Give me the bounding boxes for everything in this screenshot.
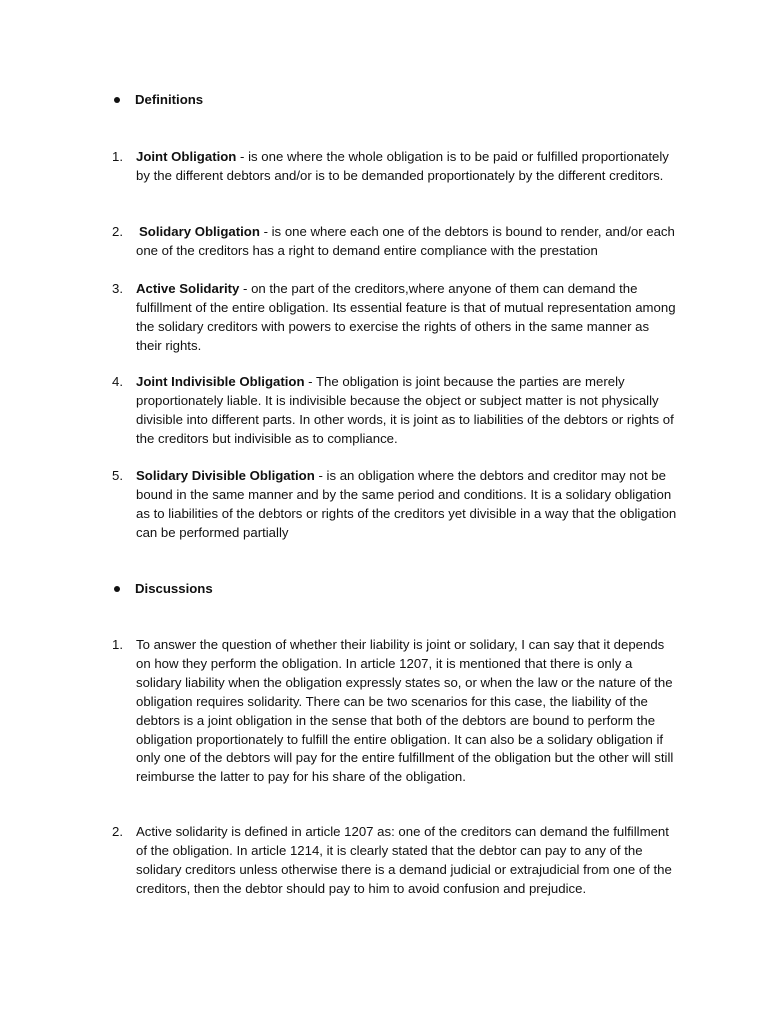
definition-term: Solidary Obligation — [139, 224, 260, 239]
definition-number: 3. — [112, 281, 123, 296]
discussion-item-2 — [112, 823, 677, 899]
definition-body — [136, 467, 677, 543]
definition-text: - on the part of the creditors,where anyone of them can demand the fulfillment of the entire obligation. Its essential feature is that of mutual representation among the solidary creditors with powers to exercise the rights of others in the same manner as their rights. — [136, 281, 676, 353]
definition-item-5 — [112, 467, 677, 543]
bullet-icon — [114, 586, 120, 592]
definition-number: 1. — [112, 149, 123, 164]
definition-term: Solidary Divisible Obligation — [136, 468, 315, 483]
definitions-heading-text: Definitions — [135, 92, 204, 107]
definition-term: Joint Obligation — [136, 149, 237, 164]
definition-text: - is one where each one of the debtors is bound to render, and/or each one of the creditors has a right to demand entire compliance with the prestation — [136, 224, 675, 258]
definition-item-2 — [112, 223, 677, 261]
definition-body — [136, 223, 677, 261]
discussions-heading-text: Discussions — [135, 581, 213, 596]
definition-number: 2. — [112, 224, 123, 239]
definition-text: - is an obligation where the debtors and creditor may not be bound in the same manner and by the same period and conditions. It is a solidary obligation as to liabilities of the debtors or rights of the creditors yet divisible in a way that the obligation can be performed partially — [136, 468, 677, 540]
definition-number: 5. — [112, 468, 123, 483]
definition-term: Joint Indivisible Obligation — [136, 374, 305, 389]
definition-text: - is one where the whole obligation is to be paid or fulfilled proportionately by the different debtors and/or is to be demanded proportionately by the different creditors. — [136, 149, 669, 183]
definition-item-4 — [112, 373, 677, 449]
bullet-icon — [114, 97, 120, 103]
discussion-item-1 — [112, 636, 677, 787]
definition-item-3 — [112, 280, 677, 356]
discussion-number: 2. — [112, 824, 123, 839]
definition-item-1 — [112, 148, 677, 186]
definition-body — [136, 280, 677, 356]
definition-text: - The obligation is joint because the parties are merely proportionately liable. It is indivisible because the object or subject matter is not physically divisible into different parts. In other words, it is joint as to liabilities of the debtors or rights of the creditors but indivisible as to compliance. — [136, 374, 674, 446]
definition-term: Active Solidarity — [136, 281, 240, 296]
definition-number: 4. — [112, 374, 123, 389]
discussion-text: To answer the question of whether their liability is joint or solidary, I can say that it depends on how they perform the obligation. In article 1207, it is mentioned that there is only a solidary liability when the obligation expressly states so, or when the law or the nature of the obligation requires solidarity. There can be two scenarios for this case, the liability of the debtors is a joint obligation in the sense that both of the debtors are bound to perform the obligation proportionately to fulfill the entire obligation. It can also be a solidary obligation if only one of the debtors will pay for the entire fulfillment of the obligation but the other will still reimburse the latter to pay for his share of the obligation. — [136, 637, 674, 785]
definition-body — [136, 373, 677, 449]
discussion-text: Active solidarity is defined in article 1207 as: one of the creditors can demand the fulfillment of the obligation. In article 1214, it is clearly stated that the debtor can pay to any of the solidary creditors unless otherwise there is a demand judicial or extrajudicial from one of the creditors, then the debtor should pay to him to avoid confusion and prejudice. — [136, 824, 672, 896]
discussion-number: 1. — [112, 637, 123, 652]
definitions-heading — [112, 91, 203, 110]
definition-body — [136, 148, 677, 186]
discussions-heading — [112, 580, 213, 599]
